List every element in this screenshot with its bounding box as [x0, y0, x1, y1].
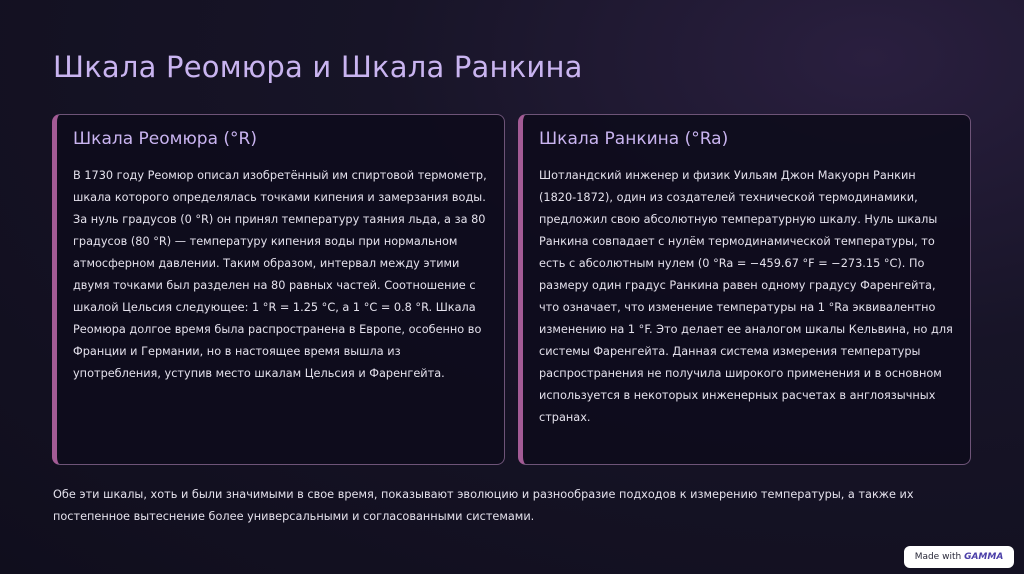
reaumur-card: [52, 114, 505, 465]
summary-text: Обе эти шкалы, хоть и были значимыми в свое время, показывают эволюцию и разнообразие подходов к измерению температуры, а также их постепенное вытеснение более универсальными и согласованными системами.: [53, 488, 914, 523]
rankine-card: [518, 114, 971, 465]
rankine-card-body: Шотландский инженер и физик Уильям Джон Макуорн Ранкин (1820-1872), один из создателей технической термодинамики, предложил свою абсолютную температурную шкалу. Нуль шкалы Ранкина совпадает с нулём термодинамической температуры, то есть с абсолютным нулем (0 °Ra = −459.67 °F = −273.15 °C). По размеру один градус Ранкина равен одному градусу Фаренгейта, что означает, что изменение температуры на 1 °Ra эквивалентно изменению на 1 °F. Это делает ее аналогом шкалы Кельвина, но для системы Фаренгейта. Данная система измерения температуры распространения не получила широкого применения и в основном используется в некоторых инженерных расчетах в англоязычных странах.: [539, 169, 953, 424]
rankine-card-title: Шкала Ранкина (°Ra): [539, 129, 729, 149]
page-title: Шкала Реомюра и Шкала Ранкина: [53, 50, 583, 84]
reaumur-card-body: В 1730 году Реомюр описал изобретённый им спиртовой термометр, шкала которого определялась точками кипения и замерзания воды. За нуль градусов (0 °R) он принял температуру таяния льда, а за 80 градусов (80 °R) — температуру кипения воды при нормальном атмосферном давлении. Таким образом, интервал между этими двумя точками был разделен на 80 равных частей. Соотношение с шкалой Цельсия следующее: 1 °R = 1.25 °C, а 1 °C = 0.8 °R. Шкала Реомюра долгое время была распространена в Европе, особенно во Франции и Германии, но в настоящее время вышла из употребления, уступив место шкалам Цельсия и Фаренгейта.: [73, 169, 487, 380]
made-with-gamma-badge[interactable]: [904, 546, 1014, 568]
reaumur-card-title: Шкала Реомюра (°R): [73, 129, 257, 149]
gamma-logo: GAMMA: [964, 552, 1004, 562]
badge-prefix: Made with: [914, 552, 962, 562]
